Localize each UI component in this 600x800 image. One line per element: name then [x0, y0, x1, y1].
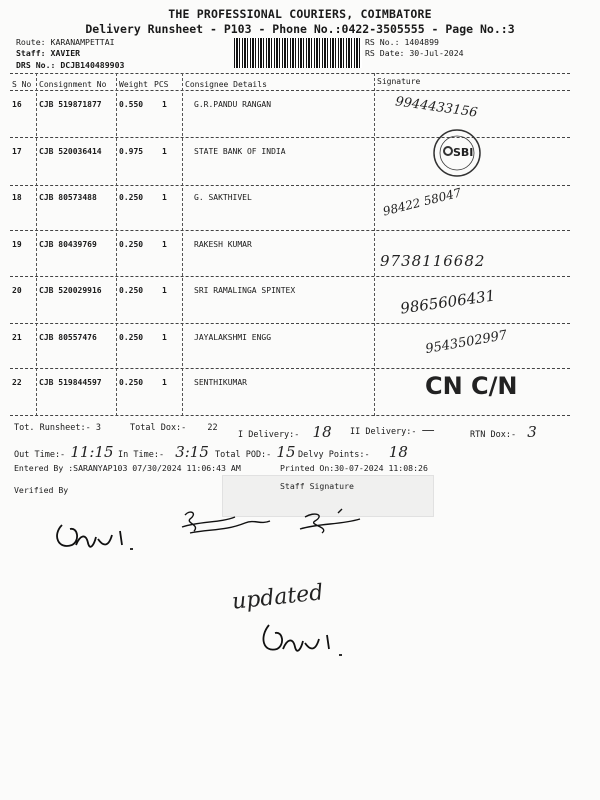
col-divider [116, 73, 117, 416]
col-divider [374, 73, 375, 416]
total-pod [215, 443, 296, 461]
row-sno: 17 [12, 147, 22, 156]
row-signature: 9865606431 [399, 286, 497, 318]
row-pcs: 1 [162, 333, 167, 342]
total-pod-value: 15 [276, 443, 296, 461]
in-time [118, 443, 209, 461]
row-pcs: 1 [162, 240, 167, 249]
staff-value: XAVIER [50, 48, 81, 58]
row-signature: 9944433156 [394, 94, 479, 121]
row-pcs: 1 [162, 147, 167, 156]
out-time-label: Out Time:- [14, 450, 66, 460]
row-consignee: G.R.PANDU RANGAN [194, 100, 272, 109]
row-weight: 0.250 [119, 286, 144, 295]
i-delivery-label: I Delivery:- [238, 430, 300, 440]
rtn-dox [470, 423, 537, 441]
row-divider [10, 276, 570, 277]
total-dox-value: 22 [207, 423, 218, 433]
row-signature: 9738116682 [380, 252, 486, 270]
row-sno: 21 [12, 333, 22, 342]
row-weight: 0.550 [119, 100, 144, 109]
staff-signature-label: Staff Signature [280, 481, 354, 491]
delvy-points [298, 443, 408, 461]
printed-on: Printed On:30-07-2024 11:08:26 [280, 463, 428, 473]
row-weight: 0.975 [119, 147, 144, 156]
rs-no-row [365, 37, 439, 47]
sbi-stamp-icon [432, 125, 482, 180]
rs-date-value: 30-Jul-2024 [409, 48, 464, 58]
row-sno: 20 [12, 286, 22, 295]
row-signature: 98422 58047 [381, 185, 463, 219]
col-header-weight: Weight [119, 80, 148, 89]
row-divider [10, 137, 570, 138]
col-divider [182, 73, 183, 416]
staff-label: Staff: [16, 48, 46, 58]
drs-row [16, 60, 124, 70]
runsheet-title: Delivery Runsheet - P103 - Phone No.:0422-3505555 - Page No.:3 [85, 22, 515, 36]
row-signature: 9543502997 [424, 327, 509, 358]
delvy-points-value: 18 [388, 443, 408, 461]
row-sno: 19 [12, 240, 22, 249]
row-consignee: G. SAKTHIVEL [194, 193, 252, 202]
row-weight: 0.250 [119, 378, 144, 387]
row-divider [10, 185, 570, 186]
updated-note: updated [230, 580, 325, 615]
company-title: THE PROFESSIONAL COURIERS, COIMBATORE [168, 7, 432, 21]
row-signature: CN C/N [425, 372, 518, 400]
row-weight: 0.250 [119, 333, 144, 342]
row-consignment: CJB 80439769 [39, 240, 97, 249]
staff-row [16, 48, 80, 58]
row-divider [10, 230, 570, 231]
table-header-line [10, 90, 570, 91]
total-dox-label: Total Dox:- [130, 423, 187, 433]
row-consignee: SENTHIKUMAR [194, 378, 247, 387]
table-top-line [10, 73, 570, 74]
signature-scribbles-icon [50, 505, 380, 565]
out-time-value: 11:15 [70, 443, 114, 461]
route-label: Route: [16, 37, 46, 47]
row-divider [10, 368, 570, 369]
rs-date-label: RS Date: [365, 48, 405, 58]
i-delivery-value: 18 [312, 423, 332, 441]
route-row [16, 37, 115, 47]
row-pcs: 1 [162, 100, 167, 109]
in-time-label: In Time:- [118, 450, 165, 460]
row-pcs: 1 [162, 378, 167, 387]
row-sno: 18 [12, 193, 22, 202]
row-divider [10, 323, 570, 324]
drs-value: DCJB140489903 [60, 60, 125, 70]
row-weight: 0.250 [119, 193, 144, 202]
tot-runsheet-label: Tot. Runsheet:- [14, 423, 91, 433]
rs-date-row [365, 48, 464, 58]
col-divider [36, 73, 37, 416]
col-header-signature: Signature [377, 77, 421, 86]
row-consignment: CJB 80573488 [39, 193, 97, 202]
row-pcs: 1 [162, 193, 167, 202]
verified-by-label: Verified By [14, 485, 69, 495]
table-bottom-line [10, 415, 570, 416]
total-pod-label: Total POD:- [215, 450, 272, 460]
updated-signature-icon [255, 615, 355, 665]
col-header-sno: S No [12, 80, 32, 89]
route-value: KARANAMPETTAI [50, 37, 115, 47]
i-delivery [238, 423, 332, 441]
barcode-image [234, 38, 362, 68]
row-sno: 16 [12, 100, 22, 109]
ii-delivery-label: II Delivery:- [350, 427, 417, 437]
row-consignee: STATE BANK OF INDIA [194, 147, 286, 156]
row-sno: 22 [12, 378, 22, 387]
row-consignment: CJB 519871877 [39, 100, 102, 109]
in-time-value: 3:15 [175, 443, 209, 461]
tot-runsheet [14, 423, 101, 433]
rtn-dox-label: RTN Dox:- [470, 430, 517, 440]
rs-no-label: RS No.: [365, 37, 400, 47]
sbi-stamp-text: SBI [453, 146, 474, 159]
row-consignee: JAYALAKSHMI ENGG [194, 333, 272, 342]
row-consignment: CJB 520036414 [39, 147, 102, 156]
row-consignee: SRI RAMALINGA SPINTEX [194, 286, 296, 295]
row-weight: 0.250 [119, 240, 144, 249]
row-consignment: CJB 80557476 [39, 333, 97, 342]
rs-no-value: 1404899 [404, 37, 439, 47]
row-consignee: RAKESH KUMAR [194, 240, 252, 249]
drs-label: DRS No.: [16, 60, 56, 70]
total-dox [130, 423, 218, 433]
rtn-dox-value: 3 [527, 423, 537, 441]
entered-by: Entered By :SARANYAP103 07/30/2024 11:06:43 AM [14, 463, 241, 473]
row-pcs: 1 [162, 286, 167, 295]
row-consignment: CJB 519844597 [39, 378, 102, 387]
tot-runsheet-value: 3 [95, 423, 102, 433]
delvy-points-label: Delvy Points:- [298, 450, 370, 460]
ii-delivery: II Delivery:- — [350, 423, 435, 438]
row-consignment: CJB 520029916 [39, 286, 102, 295]
col-header-consignee: Consignee Details [185, 80, 267, 89]
col-header-consignment: Consignment No [39, 80, 107, 89]
col-header-pcs: PCS [154, 80, 169, 89]
out-time [14, 443, 114, 461]
